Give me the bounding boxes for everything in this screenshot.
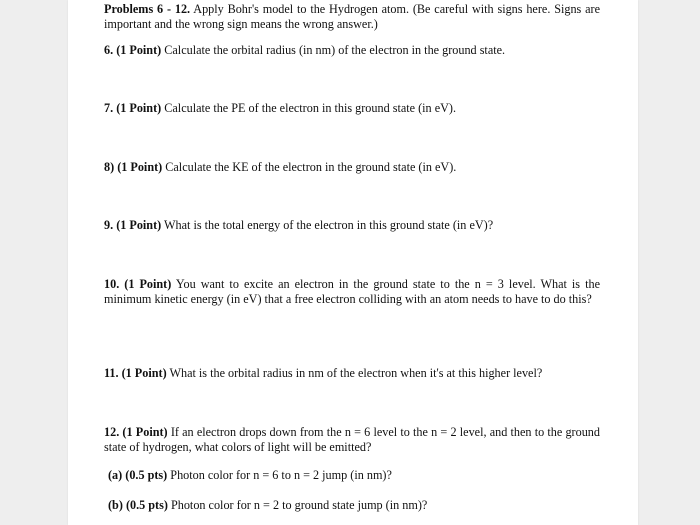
question-text: Calculate the PE of the electron in this ground state (in eV). [164, 101, 457, 115]
question-9 [104, 218, 600, 233]
question-label: 7. (1 Point) [104, 101, 162, 115]
question-7 [104, 101, 600, 116]
question-text: If an electron drops down from the n = 6 level to the n = 2 level, and then to the ground state of hydrogen, what colors of light will be emitted? [104, 425, 600, 454]
subpart-text: Photon color for n = 6 to n = 2 jump (in nm)? [170, 468, 392, 482]
question-text: What is the total energy of the electron in this ground state (in eV)? [164, 218, 494, 232]
subpart-label: (a) (0.5 pts) [108, 468, 168, 482]
question-label: 10. (1 Point) [104, 277, 172, 291]
question-12 [104, 425, 600, 455]
question-12-part-b [108, 498, 598, 513]
document-page [68, 0, 638, 525]
question-text: Calculate the KE of the electron in the ground state (in eV). [165, 160, 457, 174]
question-12-part-a [108, 468, 598, 483]
subpart-label: (b) (0.5 pts) [108, 498, 168, 512]
question-text: Calculate the orbital radius (in nm) of the electron in the ground state. [164, 43, 506, 57]
question-label: 9. (1 Point) [104, 218, 162, 232]
question-label: 12. (1 Point) [104, 425, 168, 439]
question-10 [104, 277, 600, 307]
question-11 [104, 366, 600, 381]
question-6 [104, 43, 600, 58]
question-text: You want to excite an electron in the ground state to the n = 3 level. What is the minimum kinetic energy (in eV) that a free electron colliding with an atom needs to have to do this? [104, 277, 600, 306]
question-8 [104, 160, 600, 175]
question-label: 8) (1 Point) [104, 160, 163, 174]
question-label: 11. (1 Point) [104, 366, 167, 380]
intro-label: Problems 6 - 12. [104, 2, 191, 16]
subpart-text: Photon color for n = 2 to ground state jump (in nm)? [170, 498, 428, 512]
question-text: What is the orbital radius in nm of the electron when it's at this higher level? [169, 366, 543, 380]
problems-intro [104, 2, 600, 32]
question-label: 6. (1 Point) [104, 43, 162, 57]
intro-text: Apply Bohr's model to the Hydrogen atom. (Be careful with signs here. Signs are important and the wrong sign means the wrong answer.) [104, 2, 600, 31]
